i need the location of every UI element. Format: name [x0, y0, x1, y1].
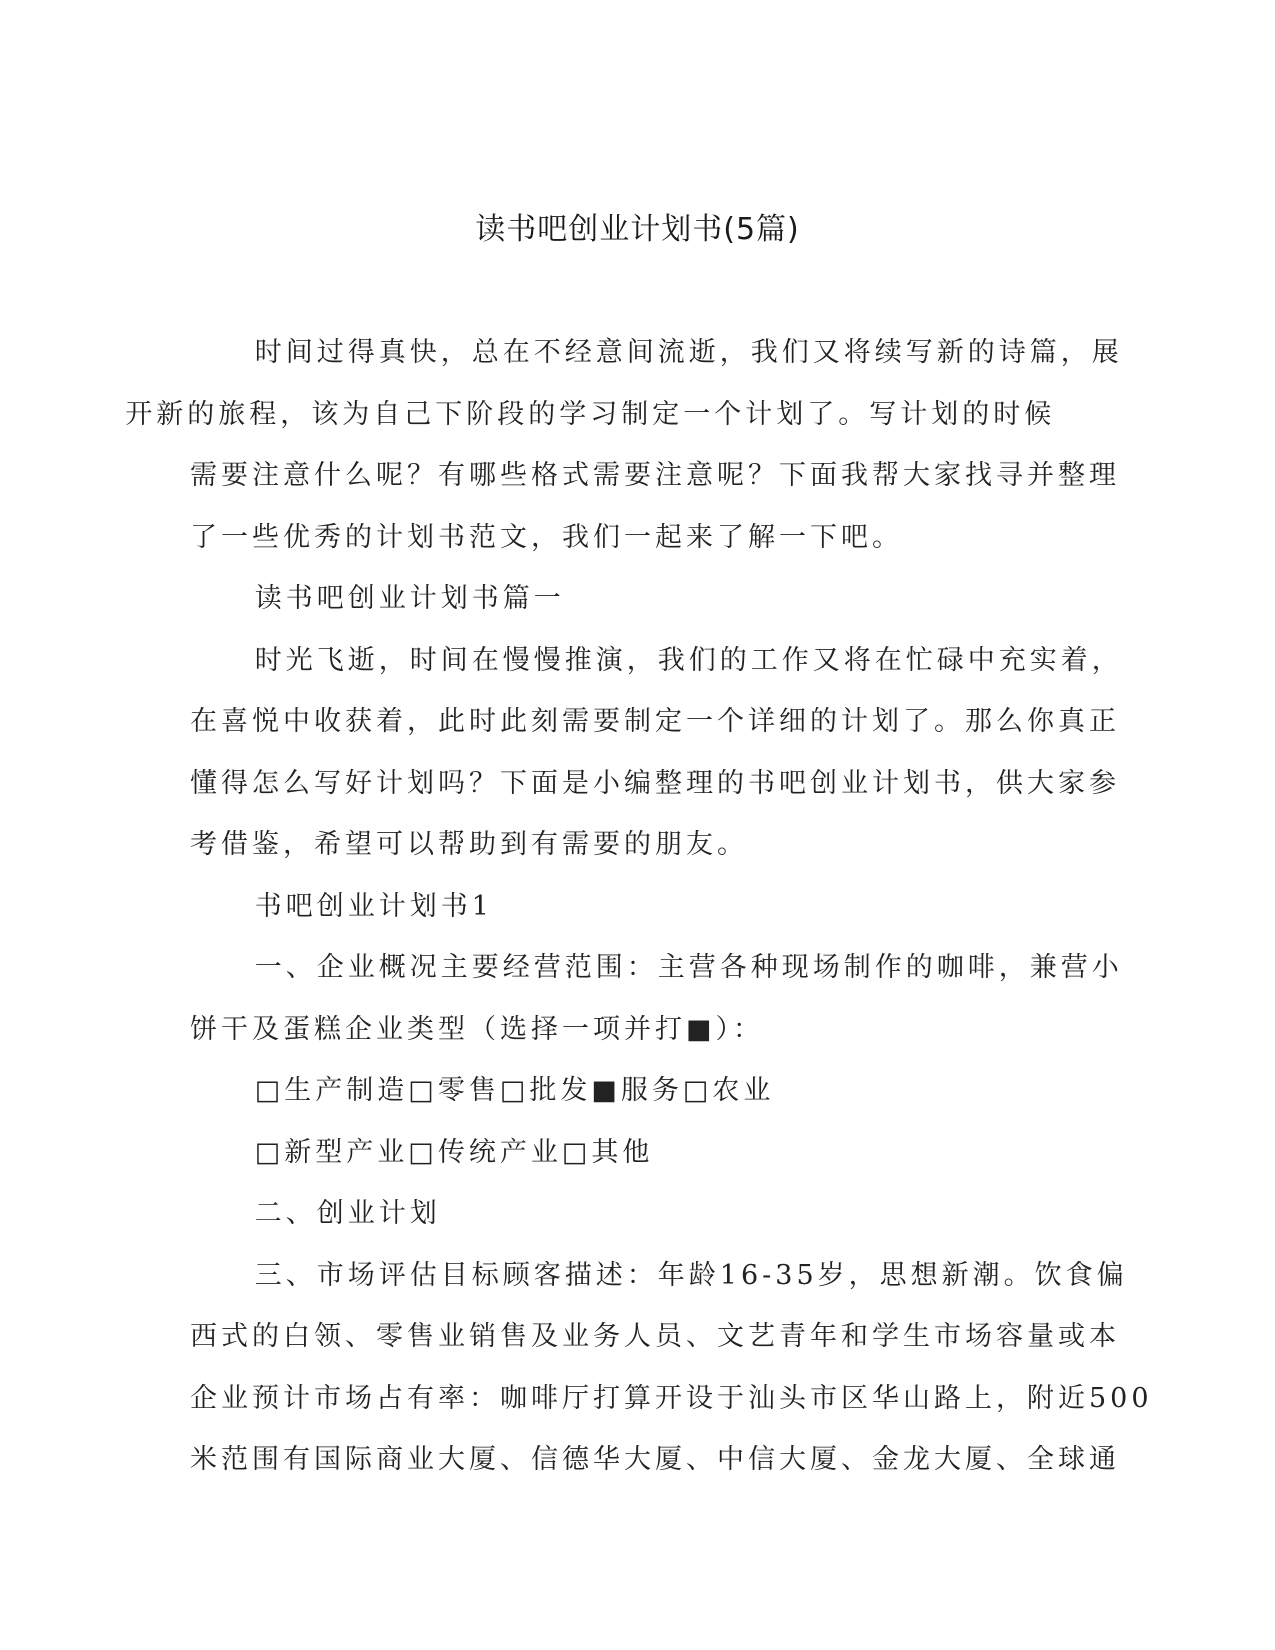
document-title: 读书吧创业计划书(5篇)	[475, 212, 800, 247]
text-line: 饼干及蛋糕企业类型（选择一项并打■）：	[190, 1013, 765, 1045]
text-line: 了一些优秀的计划书范文，我们一起来了解一下吧。	[190, 521, 903, 553]
checkbox-line-industry-type	[190, 1122, 1082, 1184]
text-line: 一、企业概况主要经营范围：主营各种现场制作的咖啡，兼营小	[254, 952, 1123, 983]
text-line: □新型产业□传统产业□其他	[254, 1136, 654, 1168]
text-line: 时间过得真快，总在不经意间流逝，我们又将续写新的诗篇，展	[254, 337, 1123, 368]
section-heading-startup-plan	[190, 1183, 1082, 1245]
text-line: 懂得怎么写好计划吗？下面是小编整理的书吧创业计划书，供大家参	[190, 767, 1120, 799]
text-line: 需要注意什么呢？有哪些格式需要注意呢？下面我帮大家找寻并整理	[190, 460, 1120, 491]
text-line: 读书吧创业计划书篇一	[254, 583, 565, 614]
paragraph-company-overview	[190, 937, 1123, 1060]
text-line: 开新的旅程，该为自己下阶段的学习制定一个计划了。写计划的时候	[125, 398, 1056, 430]
text-line: 三、市场评估目标顾客描述：年龄16-35岁，思想新潮。饮食偏	[254, 1259, 1128, 1291]
document-body	[125, 322, 1153, 1491]
text-line: 在喜悦中收获着，此时此刻需要制定一个详细的计划了。那么你真正	[190, 706, 1120, 737]
text-line: 西式的白领、零售业销售及业务人员、文艺青年和学生市场容量或本	[190, 1321, 1120, 1352]
text-line: 米范围有国际商业大厦、信德华大厦、中信大厦、金龙大厦、全球通	[190, 1444, 1120, 1475]
text-line: 考借鉴，希望可以帮助到有需要的朋友。	[190, 829, 748, 860]
section-heading-plan-1	[190, 876, 1082, 938]
paragraph-part-one-intro	[190, 630, 1123, 876]
section-heading-part-one	[190, 568, 1082, 630]
text-line: 企业预计市场占有率：咖啡厅打算开设于汕头市区华山路上，附近500	[190, 1382, 1153, 1414]
paragraph-intro	[125, 322, 1123, 568]
text-line: □生产制造□零售□批发■服务□农业	[254, 1075, 775, 1106]
text-line: 书吧创业计划书1	[254, 890, 493, 922]
checkbox-line-business-type	[190, 1060, 1082, 1122]
text-line: 二、创业计划	[254, 1198, 441, 1229]
text-line: 时光飞逝，时间在慢慢推演，我们的工作又将在忙碌中充实着，	[254, 644, 1123, 676]
paragraph-market-assessment	[190, 1245, 1153, 1491]
